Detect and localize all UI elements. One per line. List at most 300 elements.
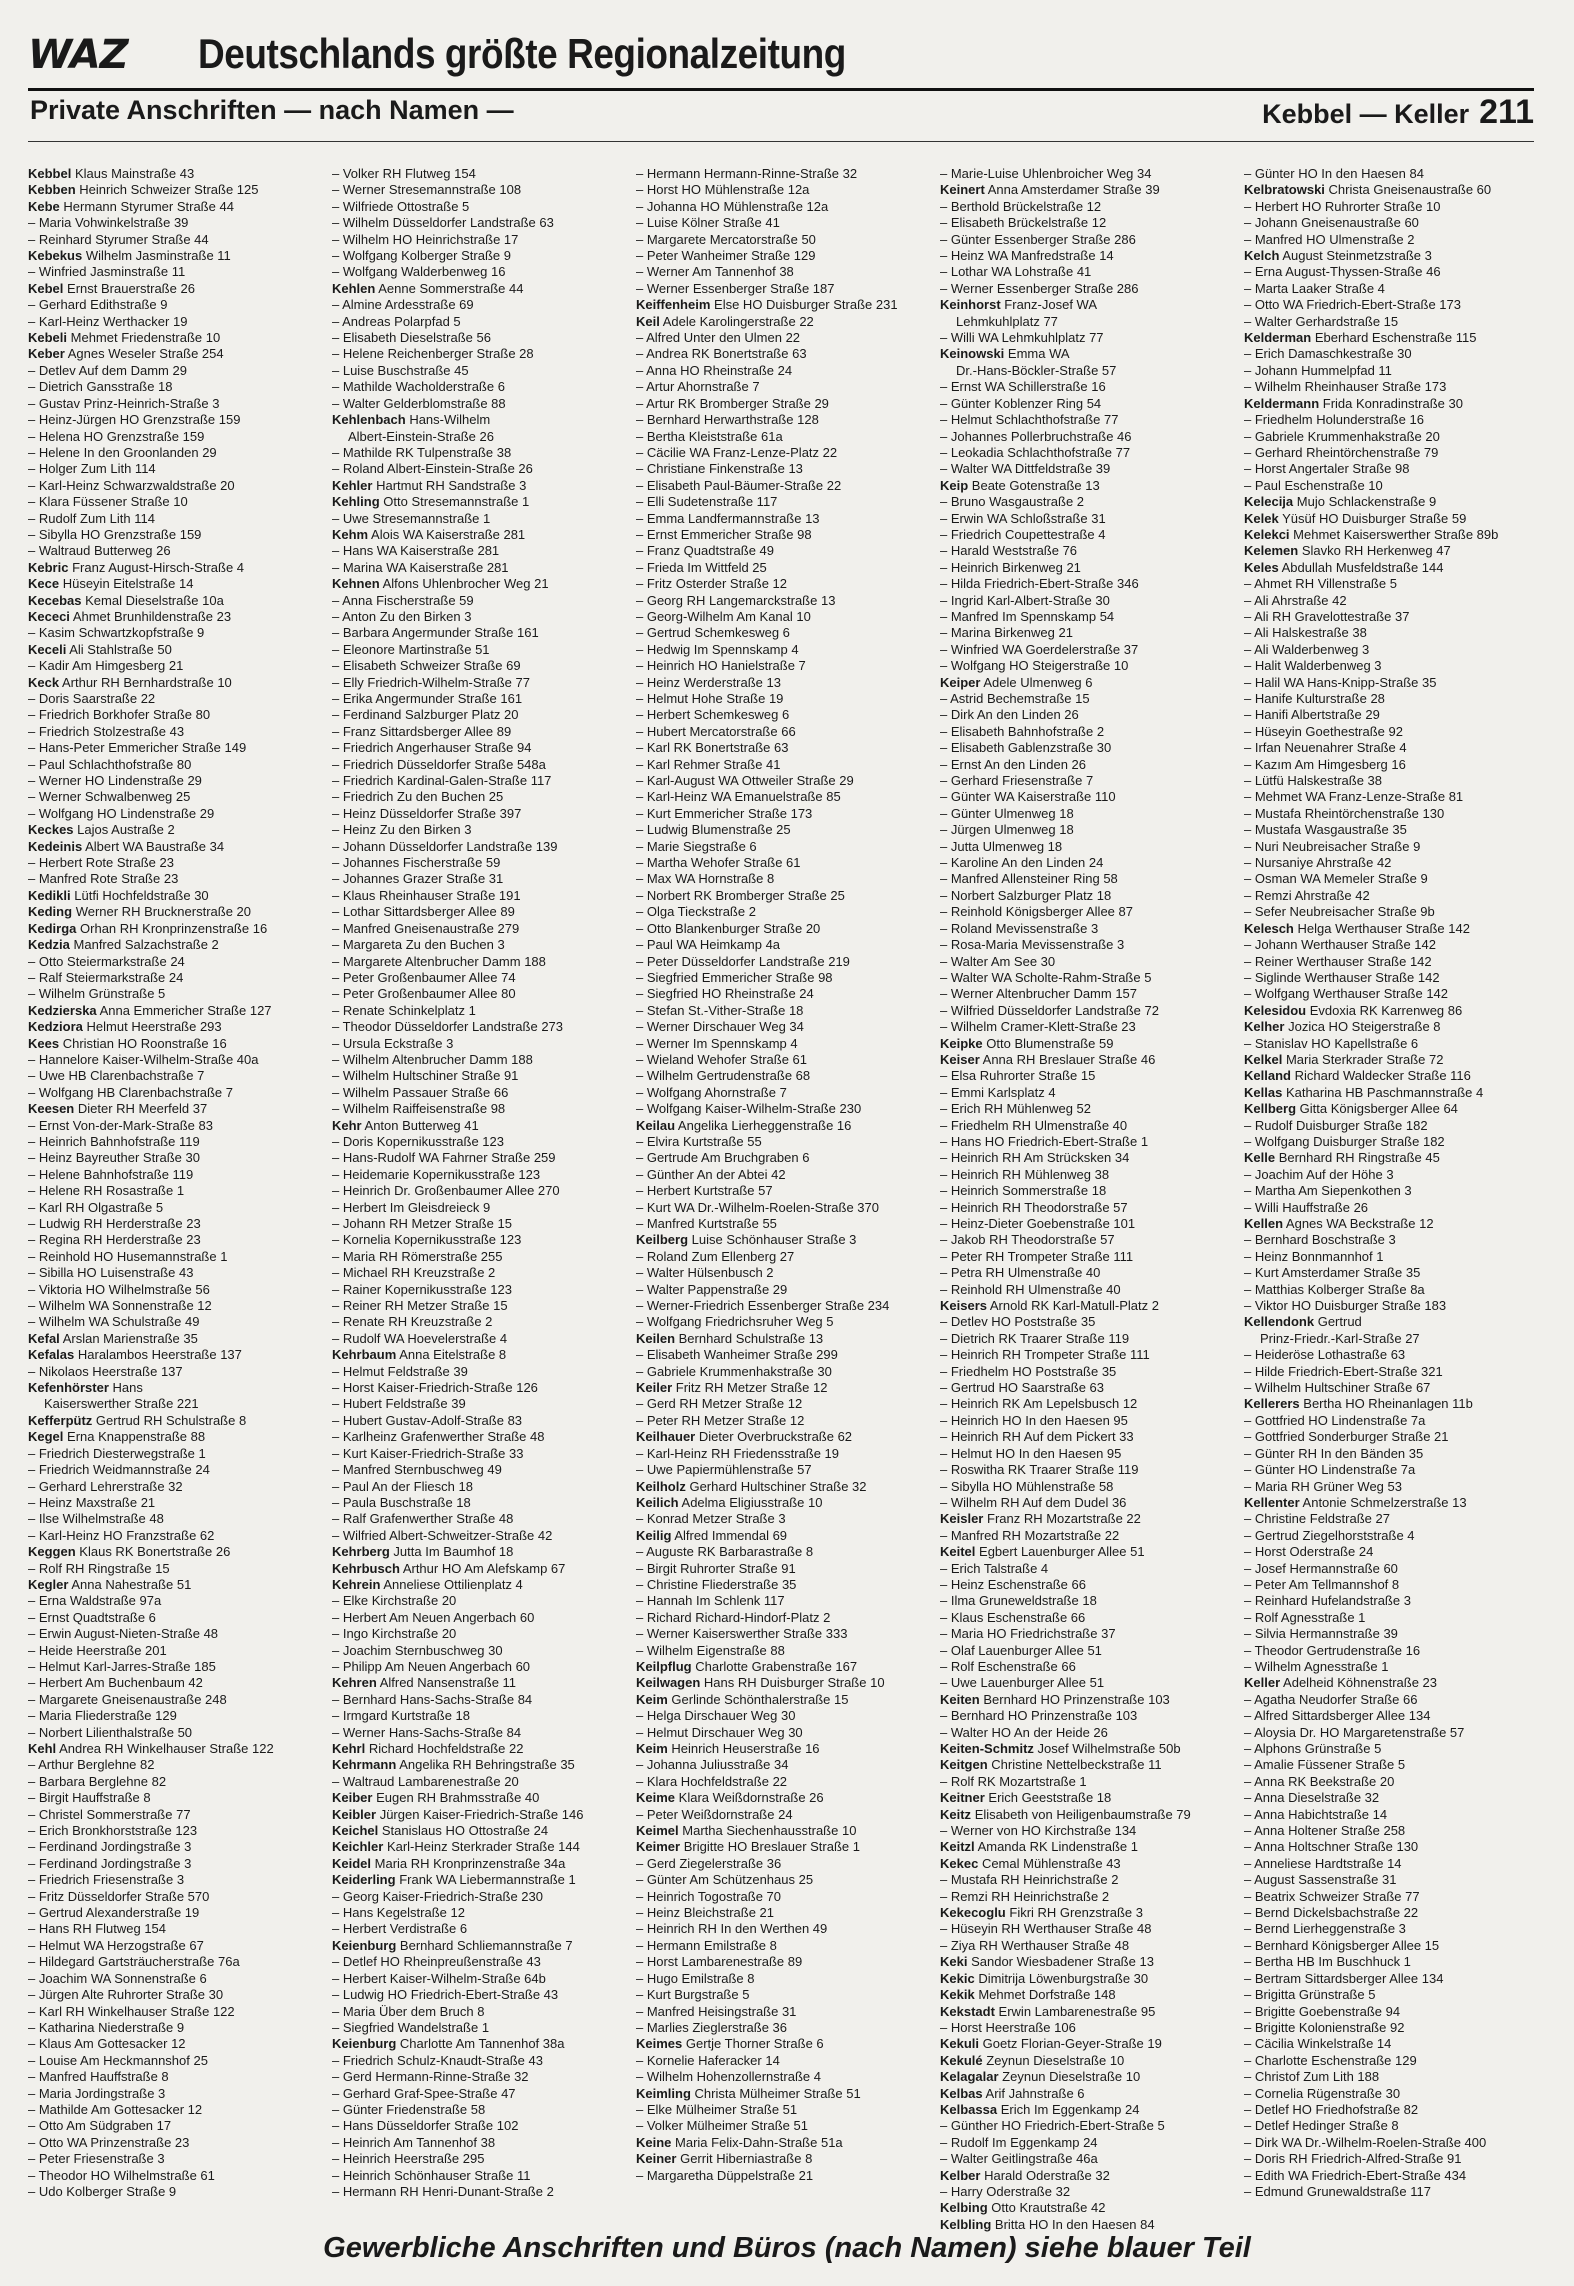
sub-entry: – Helmut Feldstraße 39 (332, 1364, 622, 1380)
surname: Keisler (940, 1511, 984, 1527)
surname: Keinert (940, 182, 985, 198)
entry-details: Gertje Thorner Straße 6 (685, 2036, 824, 2052)
sub-entry: – Heinz Bleichstraße 21 (636, 1905, 926, 1921)
sub-entry: – Wilhelm Hultschiner Straße 67 (1244, 1380, 1534, 1396)
sub-entry: – Lütfü Halskestraße 38 (1244, 773, 1534, 789)
sub-entry: – Heinz Bonnmannhof 1 (1244, 1249, 1534, 1265)
sub-entry: – Karl RH Olgastraße 5 (28, 1200, 318, 1216)
sub-entry: – Hüseyin Goethestraße 92 (1244, 724, 1534, 740)
sub-entry: – Herbert Im Gleisdreieck 9 (332, 1200, 622, 1216)
sub-entry: – Ludwig HO Friedrich-Ebert-Straße 43 (332, 1987, 622, 2003)
sub-entry: – Herbert Kurtstraße 57 (636, 1183, 926, 1199)
sub-entry: – Mathilde RK Tulpenstraße 38 (332, 445, 622, 461)
sub-entry: – Walter Gerhardstraße 15 (1244, 314, 1534, 330)
entry-details: Erich Im Eggenkamp 24 (1000, 2101, 1140, 2117)
listing-column-4 (940, 166, 1230, 2233)
surname: Kelland (1244, 1068, 1291, 1084)
sub-entry: – Silvia Hermannstraße 39 (1244, 1626, 1534, 1642)
address-continuation: Lehmkuhlplatz 77 (956, 313, 1058, 329)
entry-details: Gertrud (1317, 1314, 1362, 1330)
sub-entry: – Friedrich Weidmannstraße 24 (28, 1462, 318, 1478)
surname: Kehling (332, 494, 380, 510)
sub-entry: – Paul Eschenstraße 10 (1244, 478, 1534, 494)
surname-entry (28, 576, 318, 592)
sub-entry: – Nikolaos Heerstraße 137 (28, 1364, 318, 1380)
surname: Kelemen (1244, 543, 1299, 559)
surname: Keim (636, 1691, 668, 1707)
sub-entry: – Elly Friedrich-Wilhelm-Straße 77 (332, 675, 622, 691)
surname-entry (332, 1823, 622, 1839)
sub-entry: – Hildegard Gartsträucherstraße 76a (28, 1954, 318, 1970)
sub-entry: – Friedrich Zu den Buchen 25 (332, 789, 622, 805)
sub-entry: – Barbara Angermunder Straße 161 (332, 625, 622, 641)
sub-entry: – Birgit Ruhrorter Straße 91 (636, 1561, 926, 1577)
entry-details: Franz August-Hirsch-Straße 4 (72, 559, 245, 575)
sub-entry: – Manfred RH Mozartstraße 22 (940, 1528, 1230, 1544)
surname: Keggen (28, 1544, 76, 1560)
sub-entry: – Erich Damaschkestraße 30 (1244, 346, 1534, 362)
surname-entry (28, 822, 318, 838)
sub-entry: – Doris Kopernikusstraße 123 (332, 1134, 622, 1150)
entry-details: Richard Waldecker Straße 116 (1294, 1068, 1471, 1084)
sub-entry: – Matthias Kolberger Straße 8a (1244, 1282, 1534, 1298)
surname: Keipke (940, 1035, 983, 1051)
surname: Keimling (636, 2085, 691, 2101)
sub-entry: – Heinz Zu den Birken 3 (332, 822, 622, 838)
surname-entry (940, 2053, 1230, 2069)
sub-entry: – Bertram Sittardsberger Allee 134 (1244, 1971, 1534, 1987)
sub-entry: – August Sassenstraße 31 (1244, 1872, 1534, 1888)
sub-entry: – Gertrud Alexanderstraße 19 (28, 1905, 318, 1921)
entry-details: Antonie Schmelzerstraße 13 (1302, 1494, 1467, 1510)
surname-entry (332, 576, 622, 592)
sub-entry: – Wolfgang HO Steigerstraße 10 (940, 658, 1230, 674)
surname: Keitgen (940, 1757, 988, 1773)
sub-entry: – Norbert Lilienthalstraße 50 (28, 1725, 318, 1741)
entry-details: Hans (112, 1380, 143, 1396)
surname: Kelher (1244, 1019, 1285, 1035)
sub-entry: – Halil WA Hans-Knipp-Straße 35 (1244, 675, 1534, 691)
sub-entry: – Bertha Kleiststraße 61a (636, 429, 926, 445)
sub-entry: – Mustafa Rheintörchenstraße 130 (1244, 806, 1534, 822)
surname: Kehren (332, 1675, 377, 1691)
surname: Kehler (332, 477, 373, 493)
surname-entry (940, 2102, 1230, 2118)
sub-entry: – Friedrich Borkhofer Straße 80 (28, 707, 318, 723)
surname-entry (28, 593, 318, 609)
sub-entry: – Christel Sommerstraße 77 (28, 1807, 318, 1823)
surname: Kelbratowski (1244, 182, 1325, 198)
entry-details: Ahmet Brunhildenstraße 23 (72, 608, 232, 624)
sub-entry: – Paula Buschstraße 18 (332, 1495, 622, 1511)
surname-entry (636, 1659, 926, 1675)
sub-entry: – Wilhelm Passauer Straße 66 (332, 1085, 622, 1101)
surname: Keimel (636, 1823, 679, 1839)
entry-details: Stanislaus HO Ottostraße 24 (381, 1823, 549, 1839)
sub-entry: – Gerhard Friesenstraße 7 (940, 773, 1230, 789)
sub-entry: – Werner Altenbrucher Damm 157 (940, 986, 1230, 1002)
sub-entry: – Jürgen Ulmenweg 18 (940, 822, 1230, 838)
sub-entry: – Elke Mülheimer Straße 51 (636, 2102, 926, 2118)
surname: Kehm (332, 526, 369, 542)
sub-entry: – Heinz Düsseldorfer Straße 397 (332, 806, 622, 822)
sub-entry: – Heinz Bayreuther Straße 30 (28, 1150, 318, 1166)
surname: Keiner (636, 2151, 677, 2167)
listing-column-1 (28, 166, 318, 2233)
entry-details: Fikri RH Grenzstraße 3 (1009, 1905, 1144, 1921)
sub-entry: – Waltraud Lambarenestraße 20 (332, 1774, 622, 1790)
surname: Kedikli (28, 887, 71, 903)
entry-details: Gerrit Hiberniastraße 8 (680, 2151, 813, 2167)
entry-details: Adelheid Köhnenstraße 23 (1283, 1675, 1437, 1691)
sub-entry: – Heinrich Schönhauser Straße 11 (332, 2168, 622, 2184)
sub-entry: – Helena HO Grenzstraße 159 (28, 429, 318, 445)
sub-entry: – Roswitha RK Traarer Straße 119 (940, 1462, 1230, 1478)
sub-entry: – Werner Am Tannenhof 38 (636, 264, 926, 280)
sub-entry: – Ziya RH Werthauser Straße 48 (940, 1938, 1230, 1954)
listing-column-5 (1244, 166, 1534, 2233)
surname-entry (28, 1429, 318, 1445)
entry-details: Dimitrija Löwenburgstraße 30 (978, 1970, 1149, 1986)
sub-entry: – Reinhold HO Husemannstraße 1 (28, 1249, 318, 1265)
sub-entry: – Wilhelm Grünstraße 5 (28, 986, 318, 1002)
sub-entry: – Johann Gneisenaustraße 60 (1244, 215, 1534, 231)
surname: Keim (636, 1741, 668, 1756)
sub-entry: – Peter Weißdornstraße 24 (636, 1807, 926, 1823)
sub-entry: – Bernhard Herwarthstraße 128 (636, 412, 926, 428)
sub-entry: – Wilhelm Cramer-Klett-Straße 23 (940, 1019, 1230, 1035)
sub-entry: – Heinz Eschenstraße 66 (940, 1577, 1230, 1593)
sub-entry: – Werner Essenberger Straße 187 (636, 281, 926, 297)
sub-entry: – Margareta Zu den Buchen 3 (332, 937, 622, 953)
surname: Kelecija (1244, 494, 1294, 510)
surname: Kees (28, 1035, 60, 1051)
sub-entry: – Almine Ardesstraße 69 (332, 297, 622, 313)
surname-entry (332, 1872, 622, 1888)
sub-entry: – Günter RH In den Bänden 35 (1244, 1446, 1534, 1462)
sub-entry: – Bernhard Königsberger Allee 15 (1244, 1938, 1534, 1954)
sub-entry: – Paul An der Fliesch 18 (332, 1479, 622, 1495)
sub-entry: – Herbert Am Neuen Angerbach 60 (332, 1610, 622, 1626)
surname: Kehrein (332, 1576, 381, 1592)
sub-entry: – Alfred Sittardsberger Allee 134 (1244, 1708, 1534, 1724)
sub-entry: – Olaf Lauenburger Allee 51 (940, 1643, 1230, 1659)
sub-entry: – Sibylla HO Grenzstraße 159 (28, 527, 318, 543)
surname: Kelesch (1244, 920, 1294, 936)
sub-entry: – Reinhold Königsberger Allee 87 (940, 904, 1230, 920)
surname-entry (1244, 1396, 1534, 1412)
sub-entry: – Brigitta Grünstraße 5 (1244, 1987, 1534, 2003)
sub-entry: – Hannah Im Schlenk 117 (636, 1593, 926, 1609)
surname: Keimer (636, 1839, 681, 1855)
sub-entry: – Heinz Werderstraße 13 (636, 675, 926, 691)
sub-entry: – Hans Kegelstraße 12 (332, 1905, 622, 1921)
entry-details: Otto Blumenstraße 59 (986, 1035, 1114, 1051)
surname-entry (636, 1741, 926, 1757)
sub-entry: – Werner Hans-Sachs-Straße 84 (332, 1725, 622, 1741)
sub-entry: – Manfred Im Spennskamp 54 (940, 609, 1230, 625)
sub-entry: – Doris Saarstraße 22 (28, 691, 318, 707)
surname: Kedziora (28, 1019, 83, 1035)
surname-entry (28, 1741, 318, 1757)
entry-details: Bertha HO Rheinanlagen 11b (1303, 1396, 1473, 1412)
sub-entry: – Frieda Im Wittfeld 25 (636, 560, 926, 576)
sub-entry: – Heinrich Heerstraße 295 (332, 2151, 622, 2167)
sub-entry: – Johanna Juliusstraße 34 (636, 1757, 926, 1773)
entry-details: Bernhard HO Prinzenstraße 103 (983, 1691, 1170, 1707)
surname-entry (332, 1118, 622, 1134)
sub-entry: – Karlheinz Grafenwerther Straße 48 (332, 1429, 622, 1445)
surname-entry (1244, 1314, 1534, 1330)
sub-entry: – Gerhard Graf-Spee-Straße 47 (332, 2086, 622, 2102)
sub-entry: – Charlotte Eschenstraße 129 (1244, 2053, 1534, 2069)
sub-entry: – Jutta Ulmenweg 18 (940, 839, 1230, 855)
name-range (1262, 93, 1534, 132)
entry-details: Anna Emmericher Straße 127 (99, 1002, 272, 1018)
sub-entry: – Johannes Grazer Straße 31 (332, 871, 622, 887)
entry-details: Cemal Mühlenstraße 43 (981, 1855, 1121, 1871)
sub-entry: – Mathilde Wacholderstraße 6 (332, 379, 622, 395)
entry-details: Anneliese Ottilienplatz 4 (383, 1576, 523, 1592)
surname-entry (940, 1511, 1230, 1527)
entry-details: Albert WA Baustraße 34 (85, 838, 225, 854)
sub-entry: – Friedrich Stolzestraße 43 (28, 724, 318, 740)
surname-entry (28, 937, 318, 953)
footer-note: Gewerbliche Anschriften und Büros (nach Namen) siehe blauer Teil (323, 2232, 1251, 2264)
sub-entry: – Reiner Werthauser Straße 142 (1244, 954, 1534, 970)
sub-entry: – Wolfgang HB Clarenbachstraße 7 (28, 1085, 318, 1101)
sub-entry: – Karl RH Winkelhauser Straße 122 (28, 2004, 318, 2020)
sub-entry: – Aloysia Dr. HO Margaretenstraße 57 (1244, 1725, 1534, 1741)
sub-entry: – Nuri Neubreisacher Straße 9 (1244, 839, 1534, 855)
sub-entry: – Regina RH Herderstraße 23 (28, 1232, 318, 1248)
surname: Keding (28, 904, 73, 920)
surname-entry (636, 1692, 926, 1708)
sub-entry: – Auguste RK Barbarastraße 8 (636, 1544, 926, 1560)
surname-entry (636, 1232, 926, 1248)
sub-entry: – Günter Ulmenweg 18 (940, 806, 1230, 822)
entry-details: Zeynun Dieselstraße 10 (1002, 2069, 1141, 2085)
sub-entry: – Werner Kaiserswerther Straße 333 (636, 1626, 926, 1642)
sub-entry: – Wilhelm Hohenzollernstraße 4 (636, 2069, 926, 2085)
entry-details: Erna Knappenstraße 88 (67, 1429, 206, 1445)
sub-entry: – Ernst WA Schillerstraße 16 (940, 379, 1230, 395)
surname-entry (1244, 1085, 1534, 1101)
entry-details: Christine Nettelbeckstraße 11 (991, 1757, 1162, 1773)
sub-entry: – Anna Fischerstraße 59 (332, 593, 622, 609)
sub-entry: – Andrea RK Bonertstraße 63 (636, 346, 926, 362)
sub-entry: – Katharina Niederstraße 9 (28, 2020, 318, 2036)
entry-details: Arif Jahnstraße 6 (985, 2085, 1085, 2101)
sub-entry: – Günter HO In den Haesen 84 (1244, 166, 1534, 182)
sub-entry: – Marlies Zieglerstraße 36 (636, 2020, 926, 2036)
sub-entry: – Walter WA Scholte-Rahm-Straße 5 (940, 970, 1230, 986)
sub-entry: – Margarete Gneisenaustraße 248 (28, 1692, 318, 1708)
address-continuation: Prinz-Friedr.-Karl-Straße 27 (1260, 1330, 1420, 1346)
sub-entry: – Karl Rehmer Straße 41 (636, 757, 926, 773)
surname-entry (332, 281, 622, 297)
sub-entry: – Gerd Ziegelerstraße 36 (636, 1856, 926, 1872)
entry-details: Manfred Salzachstraße 2 (73, 937, 219, 953)
entry-details: Kemal Dieselstraße 10a (85, 592, 224, 608)
sub-entry: – Hüseyin RH Werthauser Straße 48 (940, 1921, 1230, 1937)
entry-details: Ali Stahlstraße 50 (69, 641, 172, 657)
surname-entry (332, 1561, 622, 1577)
sub-entry: – Joachim WA Sonnenstraße 6 (28, 1971, 318, 1987)
sub-entry: – Paul Schlachthofstraße 80 (28, 757, 318, 773)
sub-entry: – Birgit Hauffstraße 8 (28, 1790, 318, 1806)
sub-entry: – Theodor Düsseldorfer Landstraße 273 (332, 1019, 622, 1035)
surname: Kefal (28, 1330, 60, 1346)
surname: Kebe (28, 198, 60, 214)
surname: Kefalas (28, 1347, 75, 1363)
sub-entry: – Günther HO Friedrich-Ebert-Straße 5 (940, 2118, 1230, 2134)
sub-entry: – Anneliese Hardtstraße 14 (1244, 1856, 1534, 1872)
surname: Keber (28, 346, 65, 362)
sub-entry: – Ernst An den Linden 26 (940, 757, 1230, 773)
sub-entry: – Mustafa Wasgaustraße 35 (1244, 822, 1534, 838)
surname: Keck (28, 674, 60, 690)
sub-entry: – Winfried Jasminstraße 11 (28, 264, 318, 280)
sub-entry: – Horst HO Mühlenstraße 12a (636, 182, 926, 198)
surname-entry (28, 1413, 318, 1429)
surname: Keilich (636, 1494, 679, 1510)
sub-entry: – Heinrich Dr. Großenbaumer Allee 270 (332, 1183, 622, 1199)
entry-details: Zeynun Dieselstraße 10 (986, 2052, 1125, 2068)
sub-entry: – Rolf RH Ringstraße 15 (28, 1561, 318, 1577)
sub-entry: – Doris RH Friedrich-Alfred-Straße 91 (1244, 2151, 1534, 2167)
sub-entry: – Bruno Wasgaustraße 2 (940, 494, 1230, 510)
sub-entry: – Kurt Burgstraße 5 (636, 1987, 926, 2003)
sub-entry: – Ludwig RH Herderstraße 23 (28, 1216, 318, 1232)
sub-entry: – Jürgen Alte Ruhrorter Straße 30 (28, 1987, 318, 2003)
sub-entry: – Rudolf WA Hoevelerstraße 4 (332, 1331, 622, 1347)
sub-entry: – Heinrich RH Mühlenweg 38 (940, 1167, 1230, 1183)
surname: Kebben (28, 182, 76, 198)
sub-entry: – Heinrich RH Auf dem Pickert 33 (940, 1429, 1230, 1445)
surname-entry (636, 1528, 926, 1544)
sub-entry: – Manfred HO Ulmenstraße 2 (1244, 232, 1534, 248)
surname-entry (1244, 1068, 1534, 1084)
sub-entry: – Helmut Karl-Jarres-Straße 185 (28, 1659, 318, 1675)
entry-details: Lajos Austraße 2 (77, 822, 175, 838)
section-title: Private Anschriften — nach Namen — (30, 95, 514, 125)
sub-entry: – Beatrix Schweizer Straße 77 (1244, 1889, 1534, 1905)
sub-entry: – Friedrich Schulz-Knaudt-Straße 43 (332, 2053, 622, 2069)
entry-details: Mujo Schlackenstraße 9 (1296, 494, 1437, 510)
sub-entry: – Ernst Emmericher Straße 98 (636, 527, 926, 543)
sub-entry: – Heinrich Birkenweg 21 (940, 560, 1230, 576)
surname-entry (636, 2036, 926, 2052)
sub-entry: – Heinz WA Manfredstraße 14 (940, 248, 1230, 264)
sub-entry: – Manfred Heisingstraße 31 (636, 2004, 926, 2020)
surname: Keesen (28, 1101, 75, 1117)
surname: Kebric (28, 559, 69, 575)
sub-entry: – Günter HO Lindenstraße 7a (1244, 1462, 1534, 1478)
sub-entry: – Helmut Dirschauer Weg 30 (636, 1725, 926, 1741)
sub-entry: – Peter Großenbaumer Allee 74 (332, 970, 622, 986)
sub-entry: – Gustav Prinz-Heinrich-Straße 3 (28, 396, 318, 412)
sub-entry: – Wilhelm Gertrudenstraße 68 (636, 1068, 926, 1084)
surname: Kehnen (332, 576, 380, 592)
surname: Kefferpütz (28, 1412, 93, 1428)
entry-details: Emma WA (1007, 346, 1070, 362)
sub-entry: – Elisabeth Paul-Bäumer-Straße 22 (636, 478, 926, 494)
surname: Keiderling (332, 1872, 396, 1888)
sub-entry: – Herbert Rote Straße 23 (28, 855, 318, 871)
sub-entry: – Volker RH Flutweg 154 (332, 166, 622, 182)
sub-entry: – Detlef Hedinger Straße 8 (1244, 2118, 1534, 2134)
surname-entry (1244, 494, 1534, 510)
sub-entry: – Klara Füssener Straße 10 (28, 494, 318, 510)
sub-entry: – Christiane Finkenstraße 13 (636, 461, 926, 477)
sub-entry: – Ralf Grafenwerther Straße 48 (332, 1511, 622, 1527)
sub-entry: – Gerhard Rheintörchenstraße 79 (1244, 445, 1534, 461)
sub-entry: – Lothar Sittardsberger Allee 89 (332, 904, 622, 920)
entry-details: Klaus RK Bonertstraße 26 (79, 1544, 231, 1560)
sub-entry: – Otto Blankenburger Straße 20 (636, 921, 926, 937)
entry-details: Mehmet Kaiserswerther Straße 89b (1293, 526, 1499, 542)
sub-entry: – Dirk An den Linden 26 (940, 707, 1230, 723)
sub-entry: – Franz Quadtstraße 49 (636, 543, 926, 559)
entry-details: Adele Karolingerstraße 22 (662, 313, 814, 329)
sub-entry: – Halit Walderbenweg 3 (1244, 658, 1534, 674)
surname-entry (636, 314, 926, 330)
sub-entry: – Kornelie Haferacker 14 (636, 2053, 926, 2069)
sub-entry: – Elli Sudetenstraße 117 (636, 494, 926, 510)
sub-entry: – Wilhelm RH Auf dem Dudel 36 (940, 1495, 1230, 1511)
sub-entry: – Karl RK Bonertstraße 63 (636, 740, 926, 756)
sub-entry: – Paul WA Heimkamp 4a (636, 937, 926, 953)
page-number: 211 (1479, 93, 1534, 131)
surname-entry (332, 1675, 622, 1691)
sub-entry: – Friedrich Kardinal-Galen-Straße 117 (332, 773, 622, 789)
surname: Kekic (940, 1970, 975, 1986)
sub-entry: – Udo Kolberger Straße 9 (28, 2184, 318, 2200)
sub-entry: – Hans WA Kaiserstraße 281 (332, 543, 622, 559)
entry-details: Gitta Königsberger Allee 64 (1299, 1101, 1458, 1117)
sub-entry: – Maria Fliederstraße 129 (28, 1708, 318, 1724)
sub-entry: – Heinrich Am Tannenhof 38 (332, 2135, 622, 2151)
sub-entry: – Johanna HO Mühlenstraße 12a (636, 199, 926, 215)
sub-entry: – Rosa-Maria Mevissenstraße 3 (940, 937, 1230, 953)
sub-entry: – Marta Laaker Straße 4 (1244, 281, 1534, 297)
surname-entry (636, 1429, 926, 1445)
entry-details: Haralambos Heerstraße 137 (77, 1347, 242, 1363)
surname: Keilpflug (636, 1658, 692, 1674)
sub-entry: – Elisabeth Gablenzstraße 30 (940, 740, 1230, 756)
surname: Keinhorst (940, 297, 1001, 313)
sub-entry: – Elvira Kurtstraße 55 (636, 1134, 926, 1150)
sub-entry: – Brigitte Goebenstraße 94 (1244, 2004, 1534, 2020)
surname-entry (940, 1052, 1230, 1068)
entry-details: Charlotte Grabenstraße 167 (695, 1658, 858, 1674)
surname-entry (28, 1003, 318, 1019)
surname: Keiser (940, 1051, 980, 1067)
entry-details: Anna Amsterdamer Straße 39 (987, 182, 1160, 198)
surname: Keitz (940, 1806, 972, 1822)
sub-entry: – Peter Wanheimer Straße 129 (636, 248, 926, 264)
sub-entry: – Holger Zum Lith 114 (28, 461, 318, 477)
sub-entry: – Martha Wehofer Straße 61 (636, 855, 926, 871)
sub-entry: – Johannes Pollerbruchstraße 46 (940, 429, 1230, 445)
sub-entry: – Osman WA Memeler Straße 9 (1244, 871, 1534, 887)
listing-columns (28, 166, 1534, 2232)
entry-details: Lütfi Hochfeldstraße 30 (74, 887, 209, 903)
sub-entry: – Hans-Rudolf WA Fahrner Straße 259 (332, 1150, 622, 1166)
entry-details: Mehmet Friedenstraße 10 (70, 330, 221, 346)
sub-entry: – Reinhard Styrumer Straße 44 (28, 232, 318, 248)
